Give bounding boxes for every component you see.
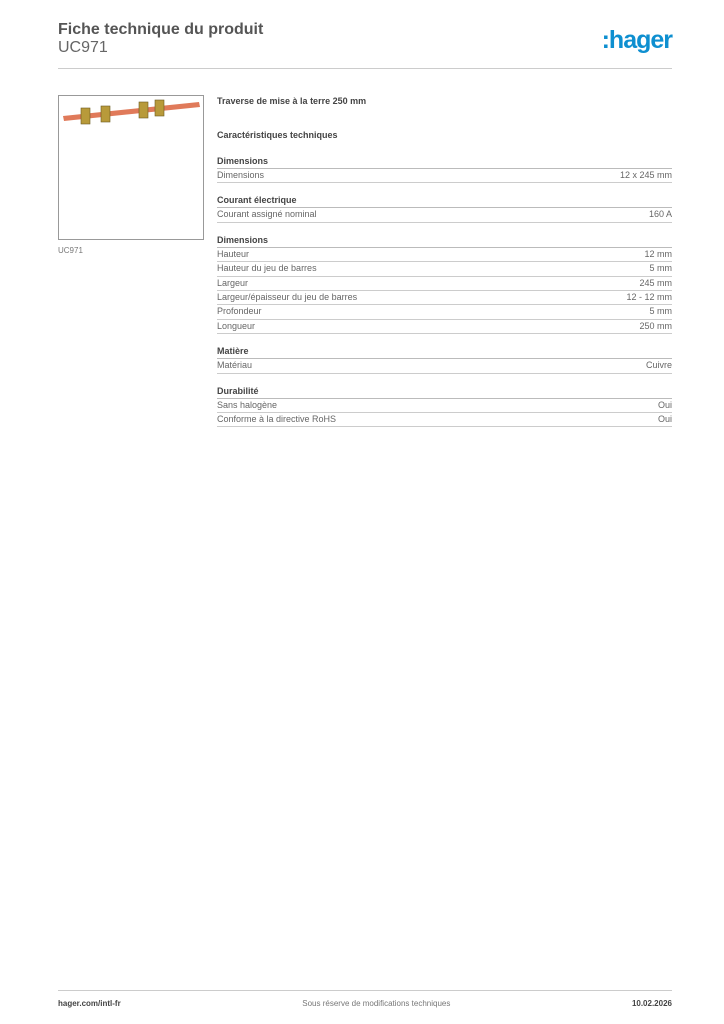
footer [58,999,672,1008]
spec-label: Courant assigné nominal [217,209,317,220]
spec-value: 5 mm [649,263,672,274]
spec-group [217,233,672,334]
page-title: Fiche technique du produit [58,21,264,38]
spec-value: Oui [657,413,672,424]
spec-row [217,248,672,262]
spec-value: 250 mm [639,320,672,331]
spec-group [217,384,672,428]
group-heading: Dimensions [217,233,672,248]
group-heading: Dimensions [217,154,672,169]
spec-label: Longueur [217,320,256,331]
spec-row [217,262,672,276]
spec-label: Hauteur [217,248,250,259]
image-caption: UC971 [58,246,83,255]
spec-row [217,305,672,319]
spec-section [217,96,672,427]
group-heading: Courant électrique [217,193,672,208]
footer-date: 10.02.2026 [631,999,672,1008]
group-heading: Matière [217,344,672,359]
header-divider [58,68,672,69]
spec-row [217,291,672,305]
spec-label: Dimensions [217,170,265,180]
spec-row [217,169,672,183]
spec-row [217,208,672,222]
spec-row [217,359,672,373]
hager-logo: :hager [601,26,672,54]
spec-value: Cuivre [645,360,672,371]
footer-note: Sous réserve de modifications techniques [302,999,451,1008]
footer-divider [58,990,672,991]
spec-value: 245 mm [639,277,672,288]
product-code: UC971 [58,39,108,56]
product-title: Traverse de mise à la terre 250 mm [217,96,367,106]
product-image [58,95,204,240]
section-title: Caractéristiques techniques [217,130,338,140]
spec-value: 5 mm [649,306,672,317]
spec-group [217,193,672,222]
spec-label: Largeur/épaisseur du jeu de barres [217,291,358,302]
spec-label: Largeur [217,277,249,288]
spec-value: 12 mm [644,248,672,259]
spec-label: Profondeur [217,306,262,317]
group-heading: Durabilité [217,384,672,399]
spec-value: 12 - 12 mm [626,291,672,302]
footer-link[interactable]: hager.com/intl-fr [58,999,121,1008]
spec-value: Oui [657,399,672,410]
spec-label: Hauteur du jeu de barres [217,263,317,274]
spec-group [217,154,672,183]
spec-row [217,399,672,413]
spec-row [217,277,672,291]
spec-label: Matériau [217,360,253,371]
spec-row [217,413,672,427]
spec-label: Sans halogène [217,399,278,410]
spec-label: Conforme à la directive RoHS [217,413,337,424]
spec-value: 12 x 245 mm [619,170,672,180]
spec-row [217,320,672,334]
spec-group [217,344,672,373]
spec-value: 160 A [648,209,672,220]
